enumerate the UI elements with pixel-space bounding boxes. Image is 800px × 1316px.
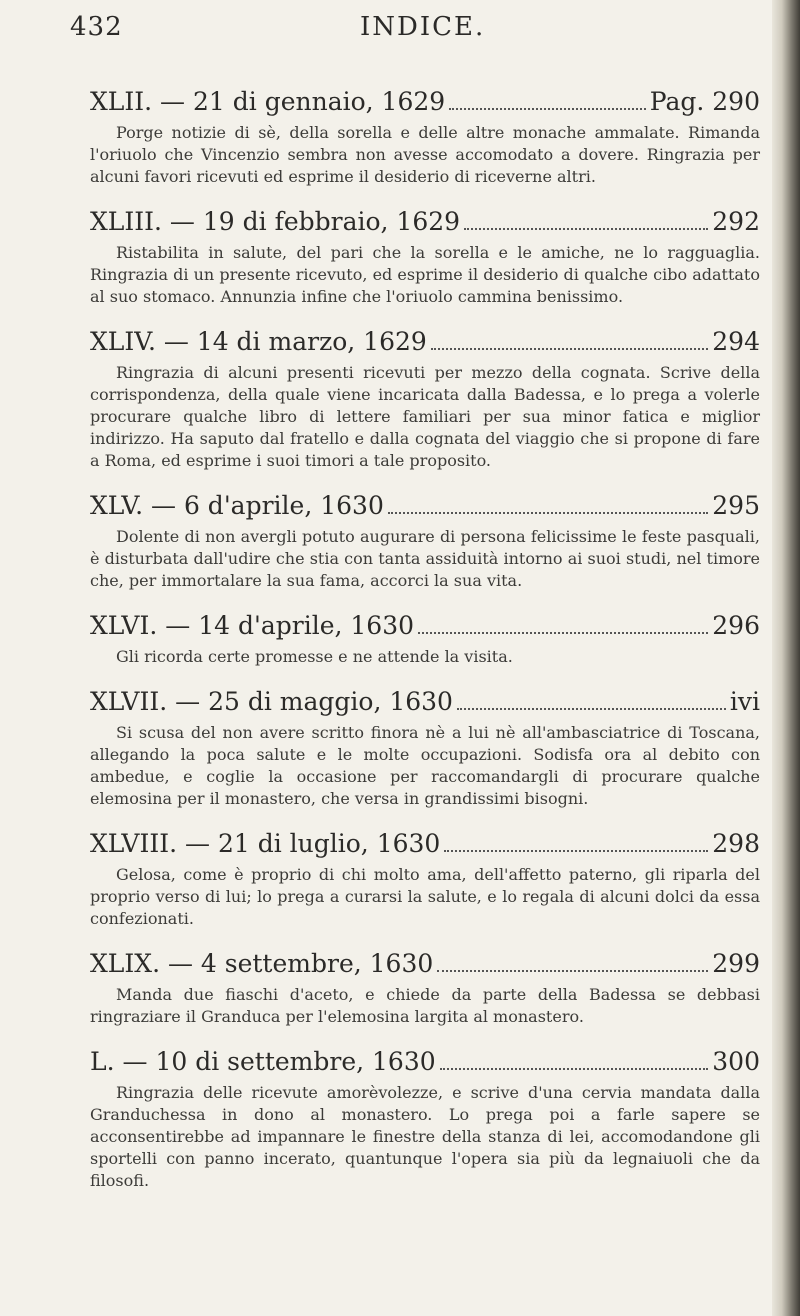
entry-page-ref: 296 xyxy=(712,611,760,640)
entry-page-ref: 300 xyxy=(712,1047,760,1076)
index-entry xyxy=(90,610,760,668)
entry-heading xyxy=(90,610,760,642)
entry-heading xyxy=(90,326,760,358)
running-title: INDICE. xyxy=(360,12,486,42)
entry-page-ref: ivi xyxy=(729,687,760,716)
entry-heading xyxy=(90,1046,760,1078)
entry-label: L. — 10 di settembre, 1630 xyxy=(90,1047,436,1076)
entry-label: XLIII. — 19 di febbraio, 1629 xyxy=(90,207,461,236)
entry-summary: Si scusa del non avere scritto finora nè a lui nè all'ambasciatrice di Toscana, allegando la poca salute e le molte occupazioni. Sodisfa ora al debito con ambedue, e coglie la occasione per raccomandargli di procurare qualche elemosina per il monastero, che versa in grandissimi bisogni. xyxy=(90,723,760,808)
index-entry xyxy=(90,326,760,472)
entry-page-ref: 295 xyxy=(712,491,760,520)
entry-label: XLVIII. — 21 di luglio, 1630 xyxy=(90,829,441,858)
entry-page-ref: 299 xyxy=(712,949,760,978)
entry-summary: Dolente di non avergli potuto augurare di persona felicissime le feste pasquali, è disturbata dall'udire che stia con tanta assiduità intorno ai suoi studi, nel timore che, per immortalare la sua fama, accorci la sua vita. xyxy=(90,527,760,590)
index-entry xyxy=(90,1046,760,1192)
leader-dots xyxy=(437,970,708,972)
entry-label: XLVII. — 25 di maggio, 1630 xyxy=(90,687,453,716)
entry-heading xyxy=(90,828,760,860)
entry-label: XLV. — 6 d'aprile, 1630 xyxy=(90,491,384,520)
leader-dots xyxy=(431,348,708,350)
page-edge-shadow xyxy=(772,0,800,1316)
leader-dots xyxy=(444,850,708,852)
entry-label: XLIX. — 4 settembre, 1630 xyxy=(90,949,434,978)
leader-dots xyxy=(449,108,646,110)
index-list xyxy=(90,86,760,1210)
entry-heading xyxy=(90,948,760,980)
index-entry xyxy=(90,86,760,188)
entry-page-ref: 292 xyxy=(712,207,760,236)
entry-page-ref: Pag. 290 xyxy=(649,87,760,116)
entry-summary: Gelosa, come è proprio di chi molto ama, dell'affetto paterno, gli riparla del proprio verso di lui; lo prega a curarsi la salute, e lo regala di alcuni dolci da essa confezionati. xyxy=(90,865,760,928)
entry-heading xyxy=(90,86,760,118)
entry-summary: Ringrazia di alcuni presenti ricevuti per mezzo della cognata. Scrive della corrispondenza, della quale viene incaricata dalla Badessa, e lo prega a volerle procurare qualche libro di lettere familiari per sua minor fatica e miglior indirizzo. Ha saputo dal fratello e dalla cognata del viaggio che si propone di fare a Roma, ed esprime i suoi timori a tale proposito. xyxy=(90,363,760,470)
leader-dots xyxy=(388,512,708,514)
entry-label: XLVI. — 14 d'aprile, 1630 xyxy=(90,611,414,640)
index-entry xyxy=(90,686,760,810)
running-head xyxy=(70,6,760,46)
leader-dots xyxy=(440,1068,709,1070)
entry-label: XLII. — 21 di gennaio, 1629 xyxy=(90,87,446,116)
entry-heading xyxy=(90,686,760,718)
entry-summary: Manda due fiaschi d'aceto, e chiede da parte della Badessa se debbasi ringraziare il Granduca per l'elemosina largita al monastero. xyxy=(90,985,760,1026)
entry-summary: Ringrazia delle ricevute amorèvolezze, e scrive d'una cervia mandata dalla Granduchessa in dono al monastero. Lo prega poi a farle sapere se acconsentirebbe ad impannare le finestre della stanza di lei, accomodandone gli sportelli con panno incerato, quantunque l'opera sia più da legnaiuoli che da filosofi. xyxy=(90,1083,760,1190)
page-number: 432 xyxy=(70,12,123,42)
leader-dots xyxy=(457,708,726,710)
index-entry xyxy=(90,206,760,308)
entry-summary: Porge notizie di sè, della sorella e delle altre monache ammalate. Rimanda l'oriuolo che Vincenzio sembra non avesse accomodato a dovere. Ringrazia per alcuni favori ricevuti ed esprime il desiderio di riceverne altri. xyxy=(90,123,760,186)
entry-heading xyxy=(90,206,760,238)
leader-dots xyxy=(418,632,708,634)
index-entry xyxy=(90,490,760,592)
entry-label: XLIV. — 14 di marzo, 1629 xyxy=(90,327,427,356)
entry-summary: Gli ricorda certe promesse e ne attende la visita. xyxy=(116,647,513,666)
entry-summary: Ristabilita in salute, del pari che la sorella e le amiche, ne lo ragguaglia. Ringrazia di un presente ricevuto, ed esprime il desiderio di qualche cibo adattato al suo stomaco. Annunzia infine che l'oriuolo cammina benissimo. xyxy=(90,243,760,306)
index-entry xyxy=(90,828,760,930)
entry-page-ref: 294 xyxy=(712,327,760,356)
leader-dots xyxy=(464,228,708,230)
entry-page-ref: 298 xyxy=(712,829,760,858)
entry-heading xyxy=(90,490,760,522)
index-entry xyxy=(90,948,760,1028)
